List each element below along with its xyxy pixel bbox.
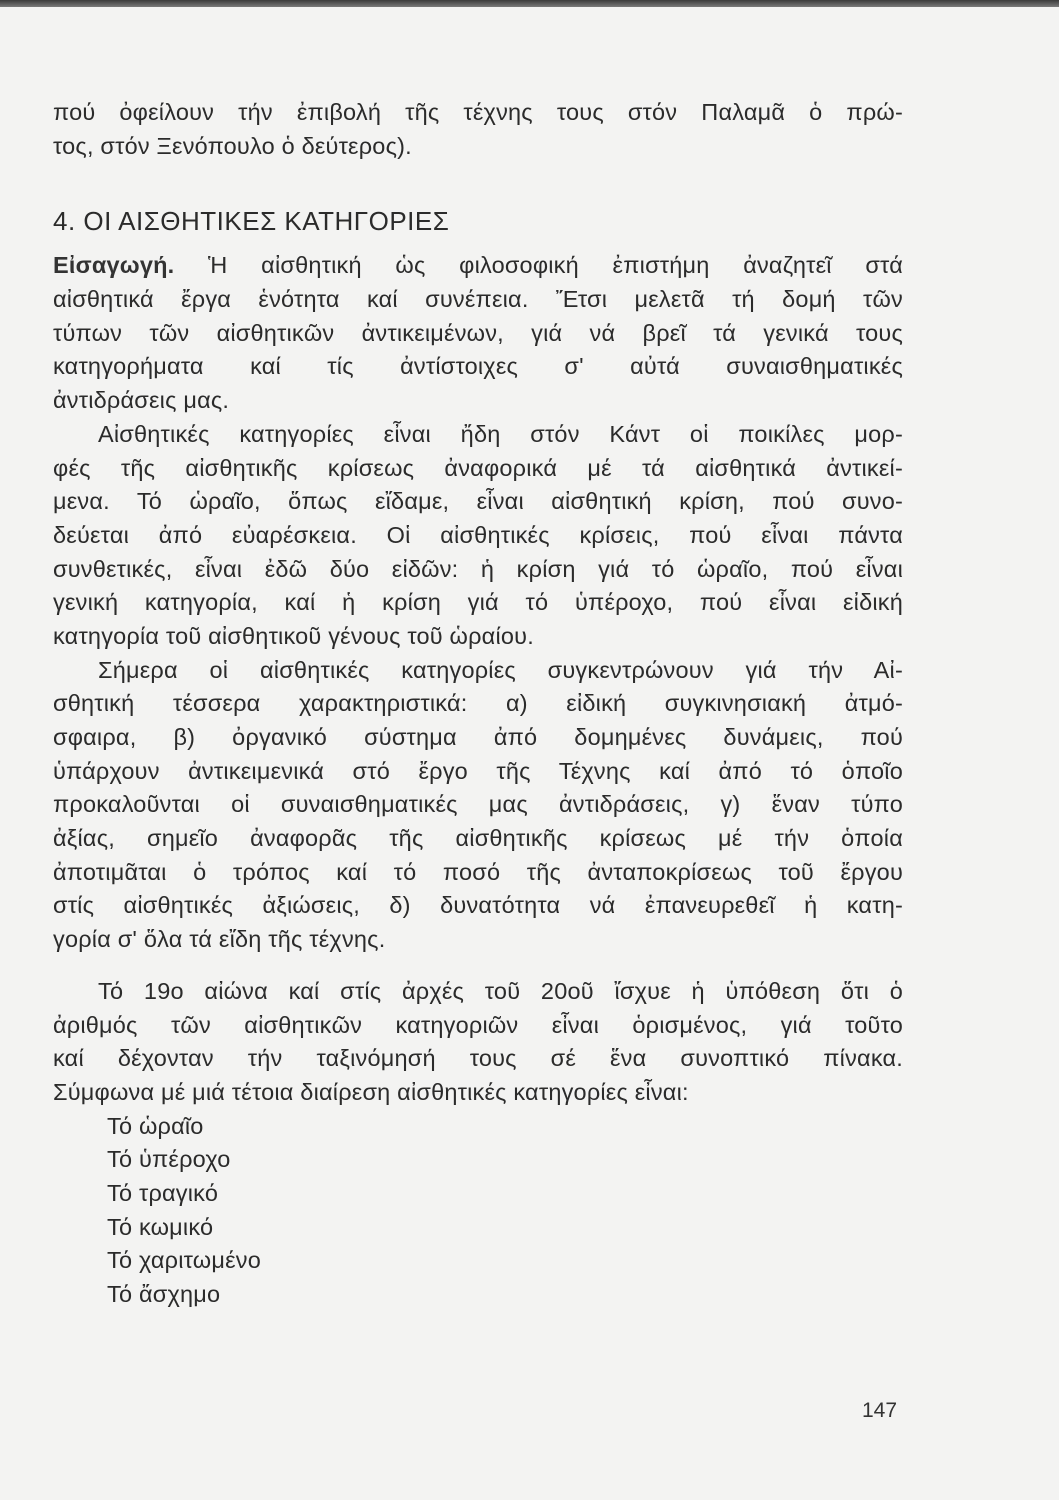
nineteenth-century-paragraph	[53, 975, 903, 1110]
opening-paragraph	[53, 96, 903, 163]
list-item: Τό χαριτωμένο	[107, 1247, 261, 1274]
text-line: τος, στόν Ξενόπουλο ὁ δεύτερος).	[53, 132, 412, 159]
text-line: σφαιρα, β) ὀργανικό σύστημα ἀπό δομημένες δυνάμεις, πού	[53, 724, 903, 750]
text-line: Τό 19ο αἰώνα καί στίς ἀρχές τοῦ 20οῦ ἴσχυε ἡ ὑπόθεση ὅτι ὁ	[98, 977, 903, 1004]
section-heading: 4. ΟΙ ΑΙΣΘΗΤΙΚΕΣ ΚΑΤΗΓΟΡΙΕΣ	[53, 206, 450, 237]
text-line: δεύεται ἀπό εὐαρέσκεια. Οἱ αἰσθητικές κρίσεις, πού εἶναι πάντα	[53, 521, 903, 548]
intro-lead: Εἰσαγωγή.	[53, 252, 175, 279]
text-line: πού ὀφείλουν τήν ἐπιβολή τῆς τέχνης τους στόν Παλαμᾶ ὁ πρώ-	[53, 99, 903, 125]
text-line: Σύμφωνα μέ μιά τέτοια διαίρεση αἰσθητικές κατηγορίες εἶναι:	[53, 1078, 689, 1105]
text-line: γορία σ' ὅλα τά εἴδη τῆς τέχνης.	[53, 926, 386, 953]
text-line: ἀντιδράσεις μας.	[53, 387, 230, 414]
kant-paragraph	[53, 418, 903, 654]
text-line: κατηγορήματα καί τίς ἀντίστοιχες σ' αὐτά συναισθηματικές	[53, 353, 903, 380]
list-item: Τό ὡραῖο	[107, 1112, 204, 1139]
text-line: καί δέχονταν τήν ταξινόμησή τους σέ ἕνα συνοπτικό πίνακα.	[53, 1045, 903, 1072]
text-line: Σήμερα οἱ αἰσθητικές κατηγορίες συγκεντρώνουν γιά τήν Αἰ-	[98, 656, 903, 683]
text-line: ἀξίας, σημεῖο ἀναφορᾶς τῆς αἰσθητικῆς κρίσεως μέ τήν ὁποία	[53, 825, 903, 852]
text-line: φές τῆς αἰσθητικῆς κρίσεως ἀναφορικά μέ τά αἰσθητικά ἀντικεί-	[53, 454, 903, 481]
categories-list	[53, 1110, 903, 1312]
text-line: αἰσθητικά ἔργα ἑνότητα καί συνέπεια. Ἔτσι μελετᾶ τή δομή τῶν	[53, 286, 903, 313]
paragraph-gap	[53, 957, 903, 975]
list-item: Τό ἄσχημο	[107, 1281, 221, 1307]
list-item: Τό κωμικό	[107, 1213, 214, 1240]
text-line: τύπων τῶν αἰσθητικῶν ἀντικειμένων, γιά νά βρεῖ τά γενικά τους	[53, 319, 903, 346]
text-line: ἀποτιμᾶται ὁ τρόπος καί τό ποσό τῆς ἀνταποκρίσεως τοῦ ἔργου	[53, 858, 903, 885]
list-item: Τό ὑπέροχο	[107, 1146, 231, 1173]
text-line: γενική κατηγορία, καί ἡ κρίση γιά τό ὑπέροχο, πού εἶναι εἰδική	[53, 589, 903, 616]
today-paragraph	[53, 654, 903, 957]
text-line: προκαλοῦνται οἱ συναισθηματικές μας ἀντιδράσεις, γ) ἕναν τύπο	[53, 791, 903, 818]
text-line: ὑπάρχουν ἀντικειμενικά στό ἔργο τῆς Τέχνης καί ἀπό τό ὁποῖο	[53, 757, 903, 784]
text-line: σθητική τέσσερα χαρακτηριστικά: α) εἰδική συγκινησιακή ἀτμό-	[53, 690, 903, 717]
scan-edge	[0, 0, 1059, 7]
text-line: συνθετικές, εἶναι ἐδῶ δύο εἰδῶν: ἡ κρίση γιά τό ὡραῖο, πού εἶναι	[53, 555, 903, 582]
text-line: στίς αἰσθητικές ἀξιώσεις, δ) δυνατότητα νά ἐπανευρεθεῖ ἡ κατη-	[53, 892, 903, 919]
page-number: 147	[862, 1399, 898, 1422]
text-line	[53, 249, 903, 283]
book-page	[53, 96, 903, 1312]
intro-paragraph	[53, 249, 903, 417]
text-line: μενα. Τό ὡραῖο, ὅπως εἴδαμε, εἶναι αἰσθητική κρίση, πού συνο-	[53, 488, 903, 515]
list-item: Τό τραγικό	[107, 1179, 219, 1206]
text-line: ἀριθμός τῶν αἰσθητικῶν κατηγοριῶν εἶναι ὁρισμένος, γιά τοῦτο	[53, 1011, 903, 1038]
intro-first-line: Ἡ αἰσθητική ὡς φιλοσοφική ἐπιστήμη ἀναζητεῖ στά	[174, 252, 903, 279]
text-line: Αἰσθητικές κατηγορίες εἶναι ἤδη στόν Κάντ οἱ ποικίλες μορ-	[98, 420, 903, 447]
text-line: κατηγορία τοῦ αἰσθητικοῦ γένους τοῦ ὡραίου.	[53, 622, 534, 649]
